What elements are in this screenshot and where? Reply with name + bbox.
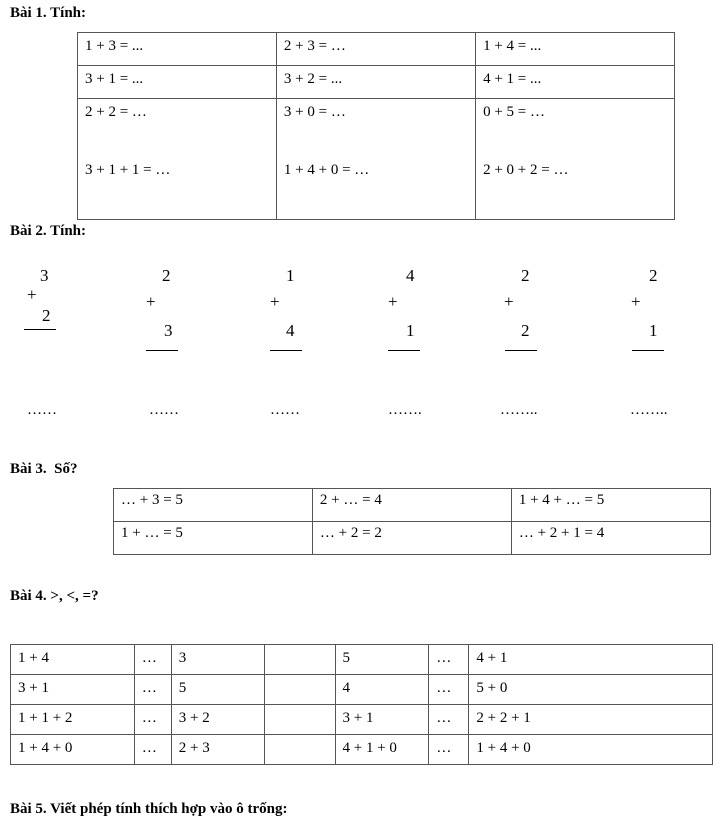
table-row [78,99,675,220]
addend-bottom: 1 [406,321,415,340]
addend-bottom: 3 [164,321,173,340]
exercise-1-cell[interactable]: 1 + 3 = ... [78,33,277,66]
exercise-2-heading: Bài 2. Tính: [10,223,87,239]
exercise-5-heading: Bài 5. Viết phép tính thích hợp vào ô trống: [10,801,288,817]
plus-sign: + [388,292,398,311]
comparison-blank[interactable]: … [429,675,469,705]
exercise-1-cell[interactable] [78,99,277,220]
table-row [11,675,713,705]
addend-top: 2 [649,266,658,285]
exercise-3-cell[interactable]: … + 2 = 2 [312,522,511,555]
addend-top: 3 [40,266,49,285]
comparison-blank[interactable]: … [134,675,171,705]
exercise-4-heading: Bài 4. >, <, =? [10,588,99,604]
exercise-3-cell[interactable]: … + 2 + 1 = 4 [511,522,710,555]
comparison-blank[interactable]: … [134,645,171,675]
exercise-1-cell[interactable]: 2 + 3 = … [276,33,475,66]
table-row [11,645,713,675]
right-expression: 5 [171,675,264,705]
exercise-1-cell[interactable] [276,99,475,220]
result-line [632,350,664,351]
left-expression: 3 + 1 [11,675,135,705]
right-expression: 2 + 3 [171,735,264,765]
result-line [270,350,302,351]
plus-sign: + [631,292,641,311]
right-expression: 3 [171,645,264,675]
answer-blank[interactable]: …… [270,402,300,418]
comparison-blank[interactable]: … [134,735,171,765]
answer-blank[interactable]: ……. [388,402,422,418]
addend-top: 2 [162,266,171,285]
right-expression: 4 + 1 [469,645,713,675]
comparison-blank[interactable]: … [429,705,469,735]
left-expression: 1 + 4 [11,645,135,675]
left-expression: 1 + 4 + 0 [11,735,135,765]
comparison-blank[interactable]: … [134,705,171,735]
table-row [114,489,711,522]
left-expression: 5 [335,645,429,675]
addend-bottom: 2 [42,306,51,325]
exercise-1-cell[interactable]: 3 + 1 = ... [78,66,277,99]
exercise-1-cell[interactable]: 1 + 4 = ... [476,33,675,66]
table-row [78,66,675,99]
left-expression: 1 + 1 + 2 [11,705,135,735]
spacer-cell [264,705,335,735]
addend-top: 4 [406,266,415,285]
left-expression: 4 [335,675,429,705]
exercise-3-cell[interactable]: 2 + … = 4 [312,489,511,522]
exercise-1-cell[interactable]: 3 + 2 = ... [276,66,475,99]
exercise-3-cell[interactable]: 1 + 4 + … = 5 [511,489,710,522]
plus-sign: + [146,292,156,311]
plus-sign: + [27,285,37,304]
left-expression: 4 + 1 + 0 [335,735,429,765]
left-expression: 3 + 1 [335,705,429,735]
addend-top: 2 [521,266,530,285]
exercise-3-cell[interactable]: 1 + … = 5 [114,522,313,555]
answer-blank[interactable]: …….. [500,402,538,418]
result-line [388,350,420,351]
exercise-1-cell[interactable]: 4 + 1 = ... [476,66,675,99]
result-line [24,329,56,330]
exercise-3-cell[interactable]: … + 3 = 5 [114,489,313,522]
answer-blank[interactable]: …… [149,402,179,418]
right-expression: 3 + 2 [171,705,264,735]
addend-bottom: 2 [521,321,530,340]
exercise-1-cell[interactable] [476,99,675,220]
exercise-3-table [113,488,711,555]
exercise-1-expression: 2 + 2 = … [85,104,147,120]
table-row [11,735,713,765]
table-row [114,522,711,555]
result-line [146,350,178,351]
exercise-1-expression: 0 + 5 = … [483,104,545,120]
plus-sign: + [270,292,280,311]
exercise-4-table [10,644,713,765]
addend-bottom: 1 [649,321,658,340]
exercise-1-expression: 2 + 0 + 2 = … [483,162,569,178]
right-expression: 2 + 2 + 1 [469,705,713,735]
answer-blank[interactable]: …….. [630,402,668,418]
addend-bottom: 4 [286,321,295,340]
exercise-1-heading: Bài 1. Tính: [10,5,87,21]
addend-top: 1 [286,266,295,285]
plus-sign: + [504,292,514,311]
exercise-1-expression: 1 + 4 + 0 = … [283,162,370,178]
exercise-1-expression: 3 + 1 + 1 = … [85,162,171,178]
answer-blank[interactable]: …… [27,402,57,418]
spacer-cell [264,735,335,765]
spacer-cell [264,645,335,675]
comparison-blank[interactable]: … [429,735,469,765]
table-row [11,705,713,735]
exercise-3-heading: Bài 3. Số? [10,461,78,477]
right-expression: 5 + 0 [469,675,713,705]
comparison-blank[interactable]: … [429,645,469,675]
exercise-1-expression: 3 + 0 = … [283,104,346,120]
result-line [505,350,537,351]
table-row [78,33,675,66]
spacer-cell [264,675,335,705]
exercise-1-table [77,32,675,220]
right-expression: 1 + 4 + 0 [469,735,713,765]
